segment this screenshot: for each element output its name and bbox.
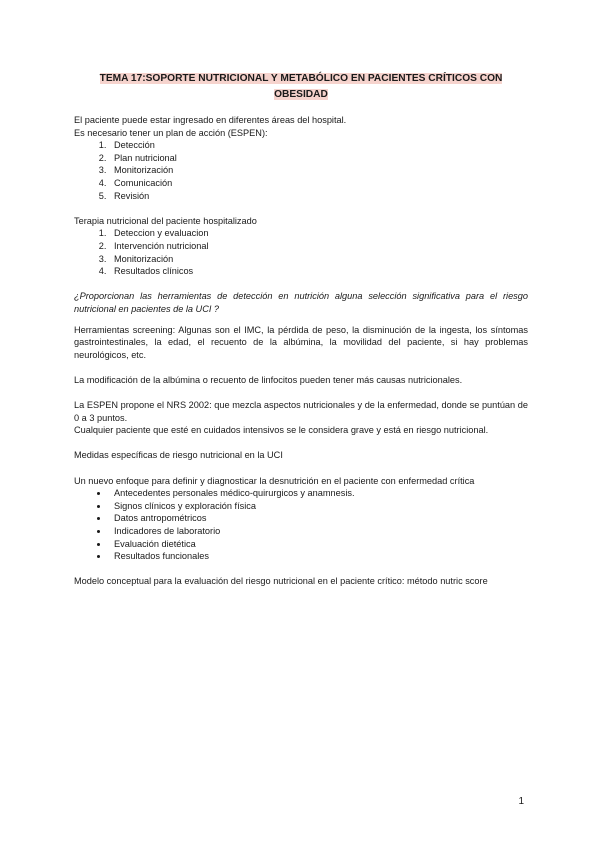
measures-heading: Medidas específicas de riesgo nutricional en la UCI — [74, 450, 283, 461]
list-item: 4. Resultados clínicos — [109, 265, 528, 278]
therapy-heading: Terapia nutricional del paciente hospitalizado — [74, 215, 257, 226]
list-item: 1. Detección — [109, 139, 528, 152]
list-item: 2. Intervención nutricional — [109, 240, 528, 253]
page-title — [76, 71, 526, 103]
question-paragraph: ¿Proporcionan las herramientas de detección en nutrición alguna selección significativa para el riesgo nutricional en pacientes de la UCI ? — [74, 291, 528, 314]
title-line-1: TEMA 17:SOPORTE NUTRICIONAL Y METABÓLICO EN PACIENTES CRÍTICOS CON — [99, 73, 503, 84]
approach-list — [74, 487, 528, 563]
intro-line-1: El paciente puede estar ingresado en diferentes áreas del hospital. — [74, 115, 347, 125]
list-item: • Datos antropométricos — [109, 512, 528, 525]
list-item: • Signos clínicos y exploración física — [109, 500, 528, 513]
title-line-2: OBESIDAD — [274, 89, 328, 100]
page-number: 1 — [518, 796, 524, 807]
list-item: • Indicadores de laboratorio — [109, 525, 528, 538]
list-item: • Antecedentes personales médico-quirurgicos y anamnesis. — [109, 487, 528, 500]
list-item: 3. Monitorización — [109, 164, 528, 177]
list-item: • Resultados funcionales — [109, 550, 528, 563]
list-item: 2. Plan nutricional — [109, 152, 528, 165]
nrs-paragraph: La ESPEN propone el NRS 2002: que mezcla aspectos nutricionales y de la enfermedad, donde se puntúan de 0 a 3 puntos. — [74, 400, 528, 423]
list-item: 4. Comunicación — [109, 177, 528, 190]
screening-paragraph: Herramientas screening: Algunas son el IMC, la pérdida de peso, la disminución de la ingesta, los síntomas gastrointestinales, la edad, el recuento de la albúmina, la movilidad del paciente, si hay problemas neurológicos, etc. — [74, 324, 528, 360]
list-item: 3. Monitorización — [109, 253, 528, 266]
approach-heading: Un nuevo enfoque para definir y diagnosticar la desnutrición en el paciente con enfermedad crítica — [74, 475, 475, 486]
document-body — [74, 114, 528, 588]
list-item: 1. Deteccion y evaluacion — [109, 227, 528, 240]
therapy-list — [74, 227, 528, 277]
list-item: 5. Revisión — [109, 190, 528, 203]
intro-line-2: Es necesario tener un plan de acción (ESPEN): — [74, 127, 268, 138]
albumin-paragraph: La modificación de la albúmina o recuento de linfocitos pueden tener más causas nutricionales. — [74, 374, 463, 385]
model-paragraph: Modelo conceptual para la evaluación del riesgo nutricional en el paciente crítico: método nutric score — [74, 576, 488, 587]
espen-plan-list — [74, 139, 528, 202]
critical-risk-paragraph: Cualquier paciente que esté en cuidados intensivos se le considera grave y está en riesgo nutricional. — [74, 425, 489, 436]
list-item: • Evaluación dietética — [109, 538, 528, 551]
